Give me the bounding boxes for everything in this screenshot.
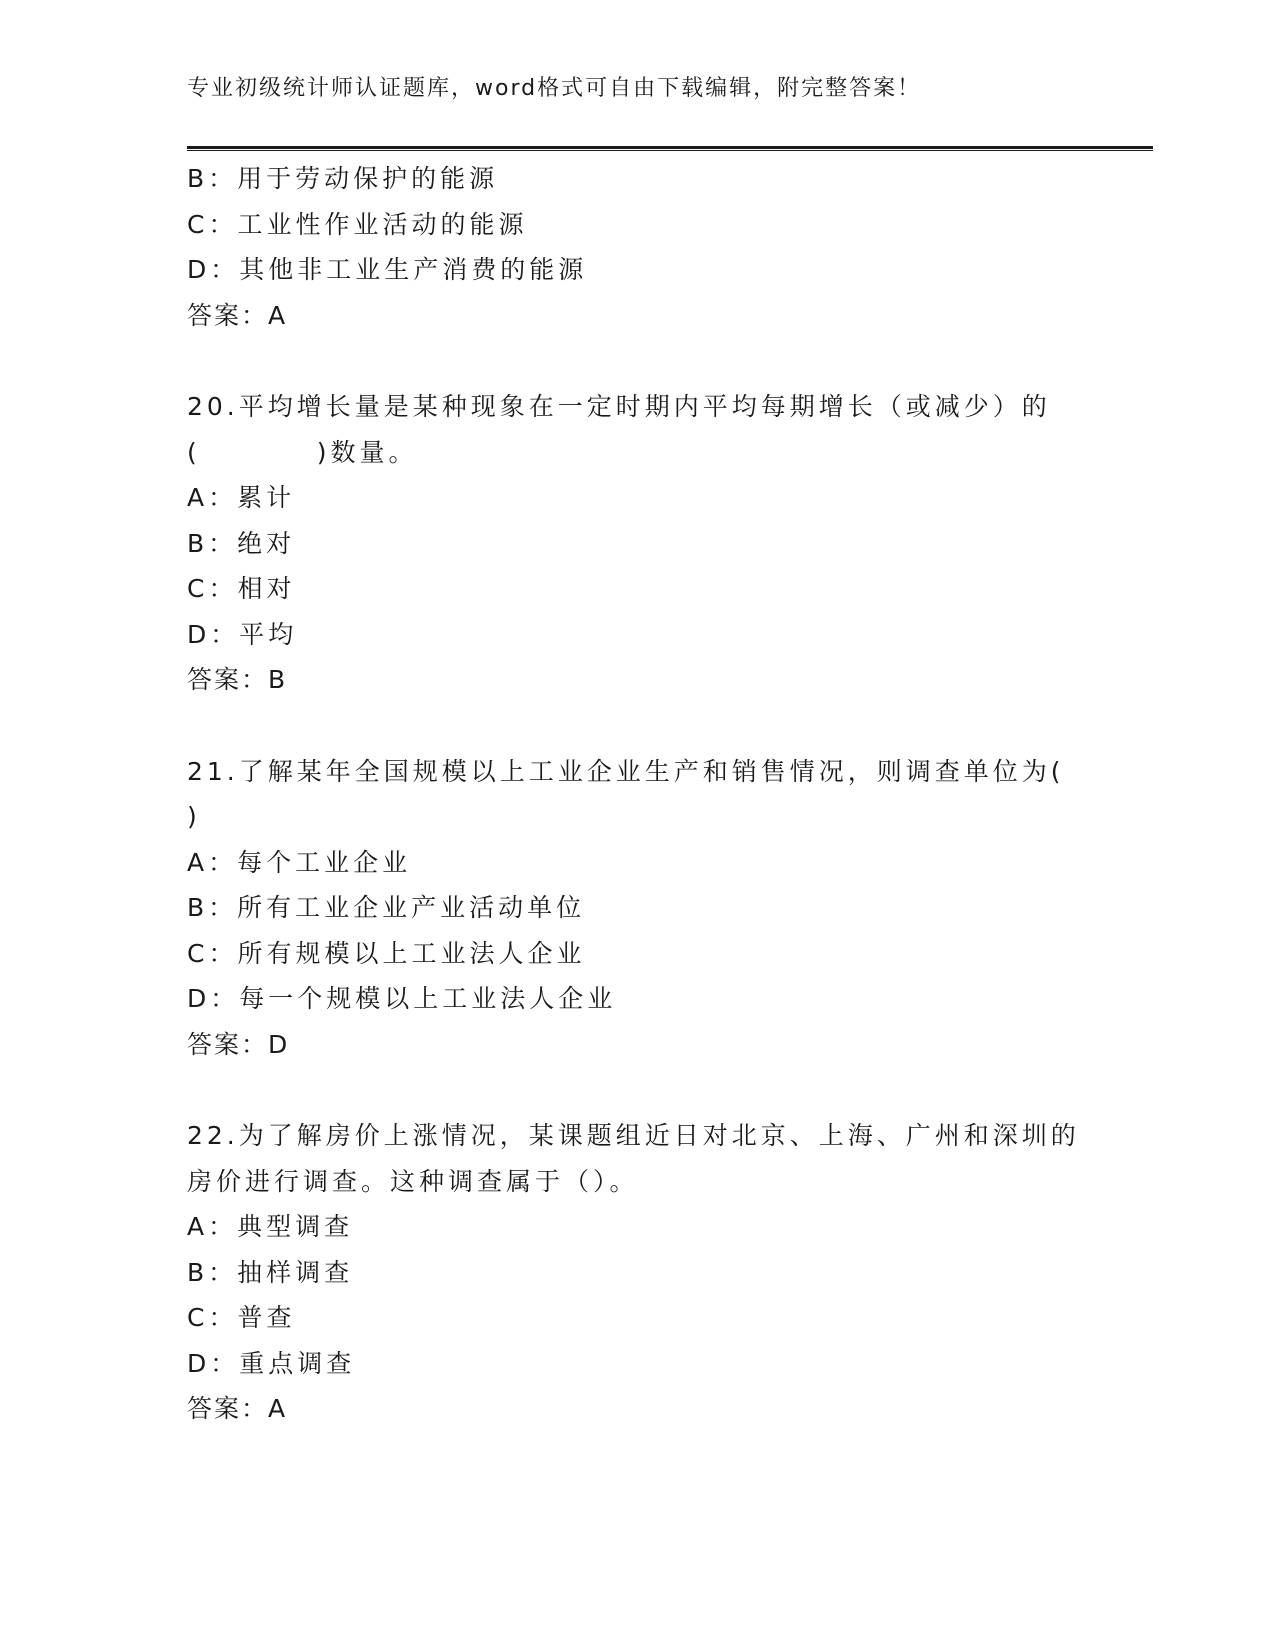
option-a: A：典型调查 [187,1212,354,1241]
answer-line: 答案：A [187,300,288,330]
answer-line: 答案：A [187,1394,288,1423]
question-stem: 22.为了解房价上涨情况，某课题组近日对北京、上海、广州和深圳的 [187,1121,1080,1150]
question-stem: ( )数量。 [187,437,418,467]
option-b: B：所有工业企业产业活动单位 [187,893,586,922]
header-divider [187,146,1153,151]
question-stem: 21.了解某年全国规模以上工业企业生产和销售情况，则调查单位为( [187,756,1065,786]
option-b: B：绝对 [187,528,296,558]
option-c: C：普查 [187,1303,296,1332]
question-22 [187,1113,1087,1432]
option-d: D：平均 [187,619,298,649]
spacer [187,703,1087,749]
question-list [187,156,1087,1432]
answer-line: 答案：D [187,1029,290,1059]
question-19-tail [187,156,1087,338]
question-stem: ) [187,802,201,831]
question-stem: 房价进行调查。这种调查属于（）。 [187,1166,639,1196]
spacer [187,338,1087,384]
option-c: C：相对 [187,574,296,603]
page-header: 专业初级统计师认证题库，word格式可自由下载编辑，附完整答案！ [187,76,922,101]
option-a: A：每个工业企业 [187,847,412,877]
option-a: A：累计 [187,483,296,512]
option-d: D：其他非工业生产消费的能源 [187,255,588,284]
option-b: B：用于劳动保护的能源 [187,164,499,193]
question-20 [187,384,1087,703]
spacer [187,1067,1087,1113]
option-d: D：重点调查 [187,1348,356,1378]
option-d: D：每一个规模以上工业法人企业 [187,984,617,1013]
option-b: B：抽样调查 [187,1257,354,1287]
option-c: C：所有规模以上工业法人企业 [187,938,586,968]
question-stem: 20.平均增长量是某种现象在一定时期内平均每期增长（或减少）的 [187,392,1051,421]
option-c: C：工业性作业活动的能源 [187,209,528,239]
answer-line: 答案：B [187,665,288,694]
question-21 [187,749,1087,1068]
